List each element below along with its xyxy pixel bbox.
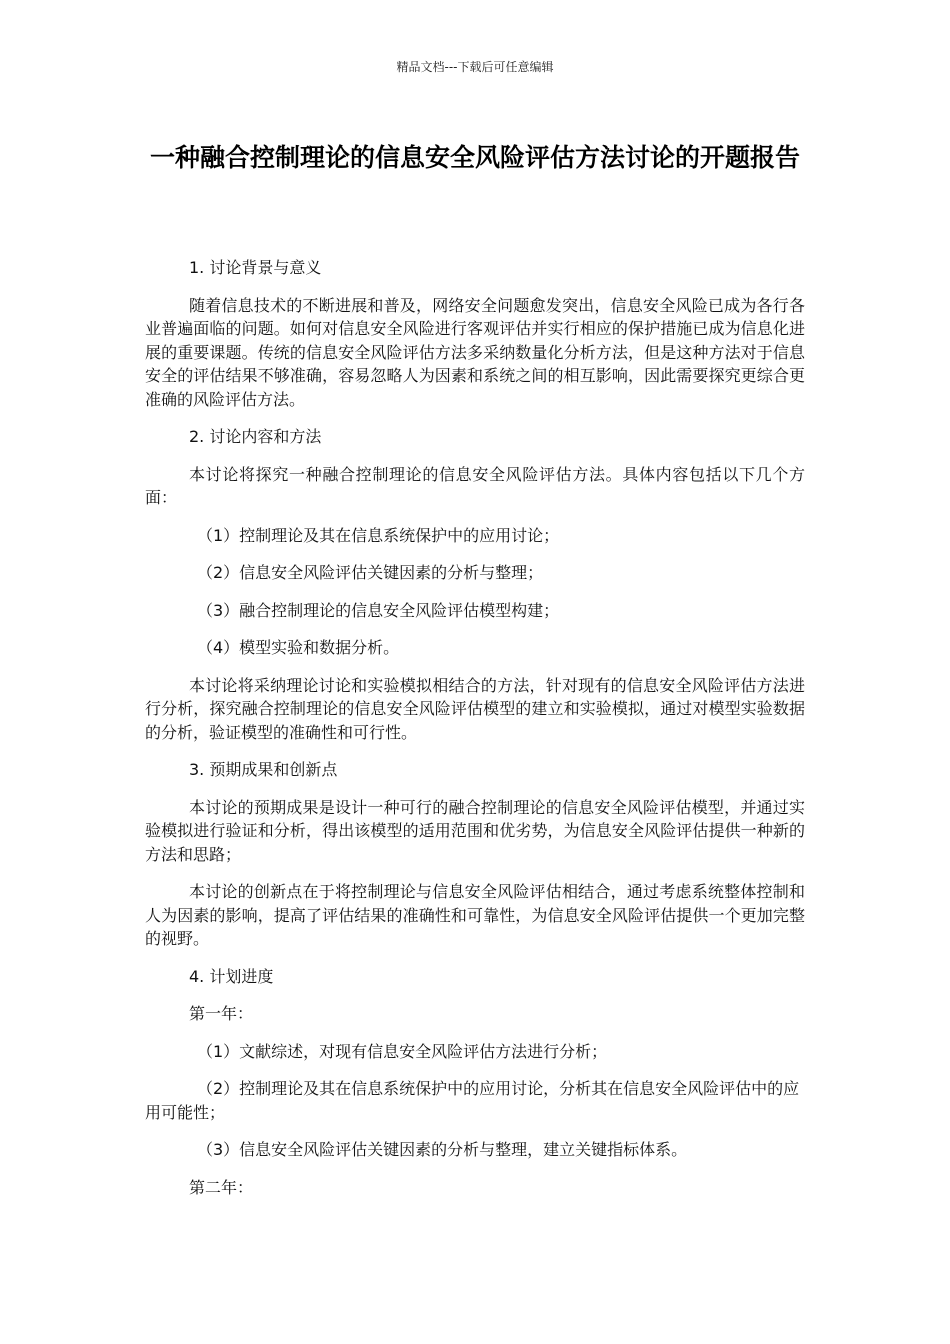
list-item: （2）控制理论及其在信息系统保护中的应用讨论，分析其在信息安全风险评估中的应用可能性；: [145, 1079, 800, 1122]
list-item: （3）融合控制理论的信息安全风险评估模型构建；: [197, 600, 560, 620]
document-title: 一种融合控制理论的信息安全风险评估方法讨论的开题报告: [149, 143, 800, 172]
document-body: [145, 256, 805, 1213]
paragraph-innovation: 本讨论的创新点在于将控制理论与信息安全风险评估相结合，通过考虑系统整体控制和人为因素的影响，提高了评估结果的准确性和可靠性，为信息安全风险评估提供一个更加完整的视野。: [145, 882, 805, 948]
list-item: （1）控制理论及其在信息系统保护中的应用讨论；: [197, 525, 560, 545]
year-two-label: 第二年：: [189, 1177, 254, 1197]
section-heading-3: 3. 预期成果和创新点: [189, 760, 338, 779]
paragraph-method: 本讨论将采纳理论讨论和实验模拟相结合的方法，针对现有的信息安全风险评估方法进行分析，探究融合控制理论的信息安全风险评估模型的建立和实验模拟，通过对模型实验数据的分析，验证模型的准确性和可行性。: [145, 675, 805, 742]
paragraph-expected-results: 本讨论的预期成果是设计一种可行的融合控制理论的信息安全风险评估模型，并通过实验模拟进行验证和分析，得出该模型的适用范围和优劣势，为信息安全风险评估提供一种新的方法和思路；: [145, 797, 805, 864]
list-item: （1）文献综述，对现有信息安全风险评估方法进行分析；: [197, 1041, 608, 1061]
list-item: （4）模型实验和数据分析。: [197, 638, 400, 657]
list-item: （3）信息安全风险评估关键因素的分析与整理，建立关键指标体系。: [197, 1140, 688, 1159]
section-heading-4: 4. 计划进度: [189, 966, 274, 986]
section-heading-2: 2. 讨论内容和方法: [189, 427, 322, 446]
section-heading-1: 1. 讨论背景与意义: [189, 258, 322, 277]
list-item: （2）信息安全风险评估关键因素的分析与整理；: [197, 563, 544, 582]
paragraph-background: 随着信息技术的不断进展和普及，网络安全问题愈发突出，信息安全风险已成为各行各业普遍面临的问题。如何对信息安全风险进行客观评估并实行相应的保护措施已成为信息化进展的重要课题。传统的信息安全风险评估方法多采纳数量化分析方法，但是这种方法对于信息安全的评估结果不够准确，容易忽略人为因素和系统之间的相互影响，因此需要探究更综合更准确的风险评估方法。: [145, 295, 805, 409]
paragraph-content-intro: 本讨论将探究一种融合控制理论的信息安全风险评估方法。具体内容包括以下几个方面：: [145, 464, 805, 507]
header-note: 精品文档---下载后可任意编辑: [396, 60, 554, 74]
year-one-label: 第一年：: [189, 1004, 254, 1023]
